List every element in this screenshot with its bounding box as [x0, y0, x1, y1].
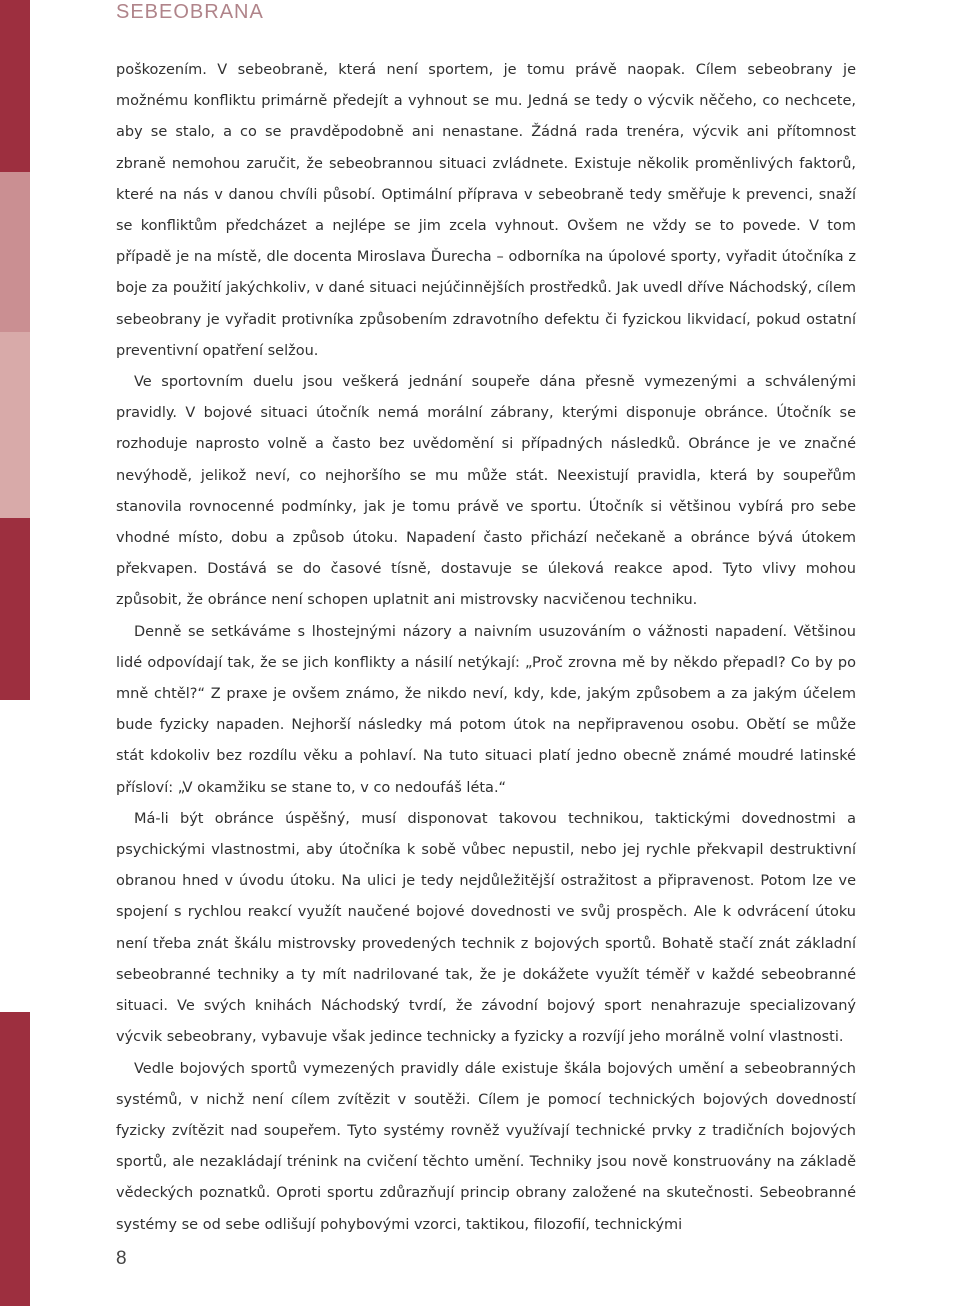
paragraph: Ve sportovním duelu jsou veškerá jednání soupeře dána přesně vymezenými a schválenými pravidly. V bojové situaci útočník nemá morální zábrany, kterými disponuje obránce. Útočník se rozhoduje naprosto volně a často bez uvědomění si případných následků. Obránce je ve značné nevýhodě, jelikož neví, co nejhoršího se mu může stát. Neexistují pravidla, která by soupeřům stanovila rovnocenné podmínky, jak je tomu právě ve sportu. Útočník si většinou vybírá pro sebe vhodné místo, dobu a způsob útoku. Napadení často přichází nečekaně a obránce bývá útokem překvapen. Dostává se do časové tísně, dostavuje se úleková reakce apod. Tyto vlivy mohou způsobit, že obránce není schopen uplatnit ani mistrovsky nacvičenou techniku. — [116, 374, 856, 609]
side-stripe-dark-top — [0, 0, 30, 172]
side-stripe-mid — [0, 172, 30, 332]
body-text — [116, 55, 856, 1241]
side-stripe-dark-middle — [0, 518, 30, 700]
side-stripe-light — [0, 332, 30, 518]
paragraph: Denně se setkáváme s lhostejnými názory a naivním usuzováním o vážnosti napadení. Většinou lidé odpovídají tak, že se jich konflikty a násilí netýkají: „Proč zrovna mě by někdo přepadl? Co by po mně chtěl?“ Z praxe je ovšem známo, že nikdo neví, kdy, kde, jakým způsobem a za jakým účelem bude fyzicky napaden. Nejhorší následky má potom útok na nepřipravenou osobu. Obětí se může stát kdokoliv bez rozdílu věku a pohlaví. Na tuto situaci platí jedno obecně známé moudré latinské přísloví: „V okamžiku se stane to, v co nedoufáš léta.“ — [116, 623, 856, 796]
paragraph: Vedle bojových sportů vymezených pravidly dále existuje škála bojových umění a sebeobranných systémů, v nichž není cílem zvítězit v soutěži. Cílem je pomocí technických bojových dovedností fyzicky zvítězit nad soupeřem. Tyto systémy rovněž využívají technické prvky z tradičních bojových sportů, ale nezakládají trénink na cvičení těchto umění. Techniky jsou nově konstruovány na základě vědeckých poznatků. Oproti sportu zdůrazňují princip obrany založené na skutečnosti. Sebeobranné systémy se od sebe odlišují pohybovými vzorci, taktikou, filozofií, technickými — [116, 1060, 856, 1233]
paragraph: poškozením. V sebeobraně, která není sportem, je tomu právě naopak. Cílem sebeobrany je možnému konfliktu primárně předejít a vyhnout se mu. Jedná se tedy o výcvik něčeho, co nechcete, aby se stalo, a co se pravděpodobně ani nenastane. Žádná rada trenéra, výcvik ani přítomnost zbraně nemohou zaručit, že sebeobrannou situaci zvládnete. Existuje několik proměnlivých faktorů, které na nás v danou chvíli působí. Optimální příprava v sebeobraně tedy směřuje k prevenci, snaží se konfliktům předcházet a nejlépe se jim zcela vyhnout. Ovšem ne vždy se to povede. V tom případě je na místě, dle docenta Miroslava Ďurecha – odborníka na úpolové sporty, vyřadit útočníka z boje za použití jakýchkoliv, v dané situaci nejúčinnějších prostředků. Jak uvedl dříve Náchodský, cílem sebeobrany je vyřadit protivníka způsobením zdravotního defektu či fyzickou likvidací, pokud ostatní preventivní opatření selžou. — [116, 62, 856, 359]
page-number: 8 — [116, 1248, 127, 1269]
running-header: SEBEOBRANA — [116, 1, 264, 23]
paragraph: Má-li být obránce úspěšný, musí disponovat takovou technikou, taktickými dovednostmi a psychickými vlastnostmi, aby útočníka k sobě vůbec nepustil, nebo jej rychle překvapil destruktivní obranou hned v úvodu útoku. Na ulici je tedy nejdůležitější ostražitost a připravenost. Potom lze ve spojení s rychlou reakcí využít naučené bojové dovednosti ve svůj prospěch. Ale k odvrácení útoku není třeba znát škálu mistrovsky provedených technik z bojových sportů. Bohatě stačí znát základní sebeobranné techniky a ty mít nadrilované tak, že je dokážete využít téměř v každé sebeobranné situaci. Ve svých knihách Náchodský tvrdí, že závodní bojový sport nenahrazuje specializovaný výcvik sebeobrany, vybavuje však jedince technicky a fyzicky a rozvíjí jeho morálně volní vlastnosti. — [116, 810, 856, 1046]
side-stripe-dark-bottom — [0, 1012, 30, 1306]
